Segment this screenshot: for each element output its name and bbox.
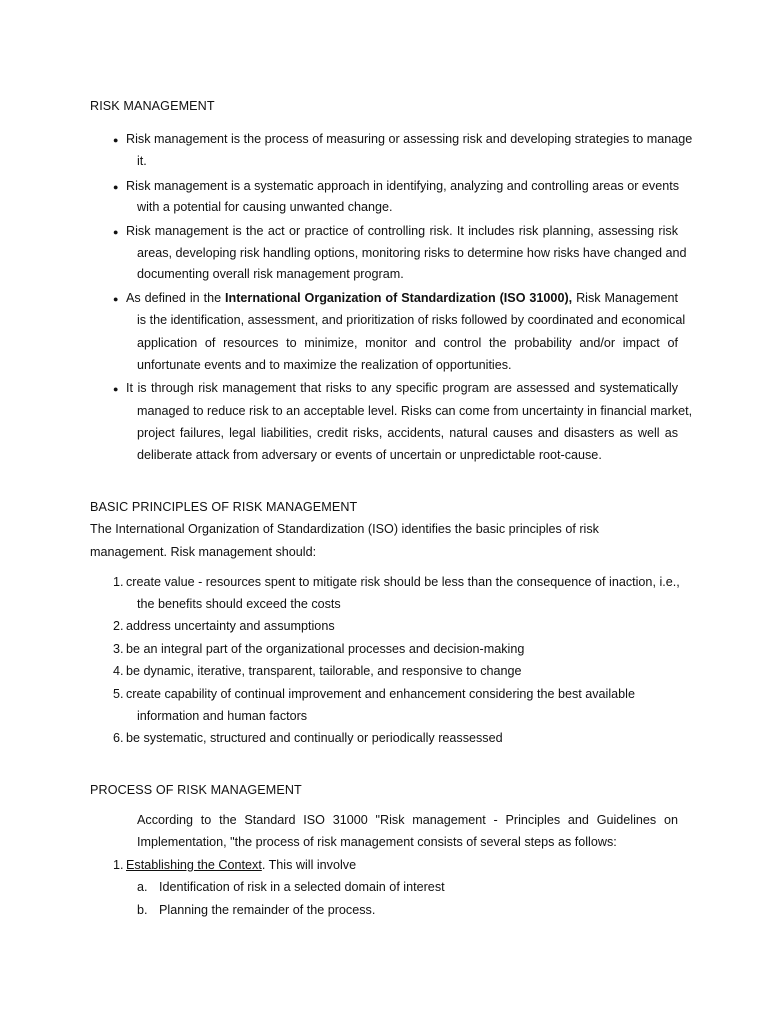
principle-3-line-1: be an integral part of the organizational processes and decision-making bbox=[126, 642, 525, 656]
step-1-rest: . This will involve bbox=[261, 858, 357, 872]
bullet-5-line-2: managed to reduce risk to an acceptable level. Risks can come from uncertainty in financial market, bbox=[137, 404, 693, 418]
step-1-number: 1. bbox=[113, 858, 124, 872]
principle-5-number: 5. bbox=[113, 687, 124, 701]
subitem-a-text: Identification of risk in a selected domain of interest bbox=[159, 880, 445, 894]
subitem-a-letter: a. bbox=[137, 880, 148, 894]
bullet-5-line-3: project failures, legal liabilities, credit risks, accidents, natural causes and disasters as well as bbox=[137, 426, 678, 440]
principle-3-number: 3. bbox=[113, 642, 124, 656]
bullet-2-line-2: with a potential for causing unwanted change. bbox=[137, 200, 393, 214]
principles-intro-line-2: management. Risk management should: bbox=[90, 545, 317, 559]
bullet-4-line-1 bbox=[126, 291, 678, 305]
section-heading-risk-management: RISK MANAGEMENT bbox=[90, 99, 215, 113]
bullet-3-line-3: documenting overall risk management program. bbox=[137, 267, 404, 281]
principle-1-line-1: create value - resources spent to mitigate risk should be less than the consequence of inaction, i.e., bbox=[126, 575, 680, 589]
principle-6-line-1: be systematic, structured and continually or periodically reassessed bbox=[126, 731, 503, 745]
process-intro-line-1: According to the Standard ISO 31000 "Risk management - Principles and Guidelines on bbox=[137, 813, 678, 827]
principle-4-line-1: be dynamic, iterative, transparent, tailorable, and responsive to change bbox=[126, 664, 522, 678]
bullet-5-line-4: deliberate attack from adversary or events of uncertain or unpredictable root-cause. bbox=[137, 448, 602, 462]
principles-intro-line-1: The International Organization of Standardization (ISO) identifies the basic principles of risk bbox=[90, 522, 599, 536]
establishing-context-underlined: Establishing the Context bbox=[126, 858, 262, 872]
bullet-icon: ● bbox=[113, 135, 119, 145]
bullet-5-line-1: It is through risk management that risks to any specific program are assessed and systematically bbox=[126, 381, 678, 395]
bullet-4-line-4: unfortunate events and to maximize the realization of opportunities. bbox=[137, 358, 512, 372]
subitem-b-text: Planning the remainder of the process. bbox=[159, 903, 376, 917]
section-heading-process: PROCESS OF RISK MANAGEMENT bbox=[90, 783, 302, 797]
principle-2-number: 2. bbox=[113, 619, 124, 633]
bullet-icon: ● bbox=[113, 294, 119, 304]
subitem-b-letter: b. bbox=[137, 903, 148, 917]
principle-5-line-1: create capability of continual improvement and enhancement considering the best available bbox=[126, 687, 635, 701]
process-intro-line-2: Implementation, "the process of risk management consists of several steps as follows: bbox=[137, 835, 617, 849]
bullet-icon: ● bbox=[113, 182, 119, 192]
principle-6-number: 6. bbox=[113, 731, 124, 745]
step-1-text bbox=[126, 858, 356, 872]
bullet-icon: ● bbox=[113, 384, 119, 394]
iso-31000-bold: International Organization of Standardization (ISO 31000), bbox=[225, 291, 573, 305]
bullet-3-line-2: areas, developing risk handling options, monitoring risks to determine how risks have changed and bbox=[137, 246, 687, 260]
principle-1-number: 1. bbox=[113, 575, 124, 589]
bullet-4-line-3: application of resources to minimize, monitor and control the probability and/or impact of bbox=[137, 336, 678, 350]
principle-1-line-2: the benefits should exceed the costs bbox=[137, 597, 341, 611]
bullet-4-line-2: is the identification, assessment, and prioritization of risks followed by coordinated and economical bbox=[137, 313, 686, 327]
bullet-1-line-2: it. bbox=[137, 154, 147, 168]
bullet-4-tail: Risk Management bbox=[572, 291, 678, 305]
bullet-icon: ● bbox=[113, 227, 119, 237]
section-heading-basic-principles: BASIC PRINCIPLES OF RISK MANAGEMENT bbox=[90, 500, 358, 514]
bullet-2-line-1: Risk management is a systematic approach in identifying, analyzing and controlling areas or events bbox=[126, 179, 680, 193]
principle-5-line-2: information and human factors bbox=[137, 709, 308, 723]
bullet-1-line-1: Risk management is the process of measuring or assessing risk and developing strategies to manage bbox=[126, 132, 693, 146]
principle-2-line-1: address uncertainty and assumptions bbox=[126, 619, 335, 633]
bullet-4-lead: As defined in the bbox=[126, 291, 226, 305]
principle-4-number: 4. bbox=[113, 664, 124, 678]
bullet-3-line-1: Risk management is the act or practice of controlling risk. It includes risk planning, assessing risk bbox=[126, 224, 678, 238]
